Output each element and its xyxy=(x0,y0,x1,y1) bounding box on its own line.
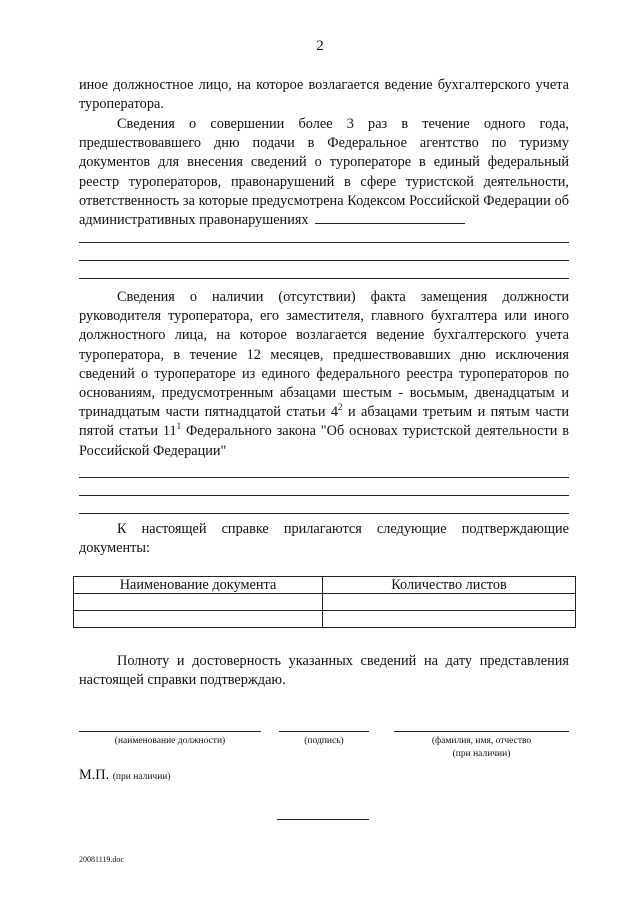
full-name-caption: (фамилия, имя, отчество xyxy=(431,736,532,746)
table-row xyxy=(74,611,576,628)
footer-filename: 20081119.doc xyxy=(79,855,124,864)
fill-line[interactable] xyxy=(79,278,569,279)
paragraph-position-text: Сведения о наличии (отсутствии) факта замещения должности руководителя туроператора, его заместителя, главного бухгалтера или иного должностного лица, на которое возлагается ведение бухгалтерского учета туроператора, в течение 12 месяцев, предшествовавших дню исключения сведений о туроператоре из единого федерального реестра туроператоров по основаниям, предусмотренным абзацами шестым - восьмым, двенадцатым и тринадцатым части пятнадцатой статьи 4 xyxy=(79,289,569,421)
fill-line[interactable] xyxy=(315,222,465,224)
fill-line[interactable] xyxy=(79,477,569,478)
paragraph-position-text-end: Федерального закона "Об основах туристской деятельности в Российской Федерации" xyxy=(79,423,569,459)
fill-line[interactable] xyxy=(79,242,569,243)
paragraph-position-info xyxy=(79,288,569,461)
superscript: 2 xyxy=(338,402,343,413)
column-header-sheet-count: Количество листов xyxy=(323,577,576,594)
table-header-row xyxy=(74,577,576,594)
paragraph-violations xyxy=(79,115,569,230)
bottom-line xyxy=(277,819,369,820)
page-number: 2 xyxy=(316,38,324,54)
documents-table xyxy=(73,576,576,628)
superscript: 1 xyxy=(176,421,182,432)
column-header-document-name: Наименование документа xyxy=(74,577,323,594)
paragraph-position-text-mid: и абзацами третьим и пятым части пятой статьи 11 xyxy=(79,404,569,440)
table-cell[interactable] xyxy=(74,611,323,628)
full-name-signature-line[interactable] xyxy=(394,731,569,732)
paragraph-attachments: К настоящей справке прилагаются следующие подтверждающие документы: xyxy=(79,521,569,557)
table-cell[interactable] xyxy=(323,594,576,611)
full-name-caption-note: (при наличии) xyxy=(452,749,511,759)
stamp-label: М.П. xyxy=(79,767,110,783)
paragraph-continuation: иное должностное лицо, на которое возлагается ведение бухгалтерского учета туроператора. xyxy=(79,77,569,113)
stamp-note: (при наличии) xyxy=(112,772,171,782)
paragraph-violations-text: Сведения о совершении более 3 раз в течение одного года, предшествовавшего дню подачи в Федеральное агентство по туризму документов для внесения сведений о туроператоре в единый федеральный реестр туроператоров, правонарушений в сфере туристской деятельности, ответственность за которые предусмотрена Кодексом Российской Федерации об административных правонарушениях xyxy=(79,116,569,229)
signature-line[interactable] xyxy=(279,731,369,732)
fill-line[interactable] xyxy=(79,513,569,514)
position-caption: (наименование должности) xyxy=(114,736,226,746)
table-row xyxy=(74,594,576,611)
table-cell[interactable] xyxy=(323,611,576,628)
paragraph-confirmation: Полноту и достоверность указанных сведений на дату представления настоящей справки подтверждаю. xyxy=(79,653,569,689)
stamp-placeholder xyxy=(79,767,171,784)
fill-line[interactable] xyxy=(79,260,569,261)
fill-line[interactable] xyxy=(79,495,569,496)
signature-caption: (подпись) xyxy=(304,736,344,746)
table-cell[interactable] xyxy=(74,594,323,611)
position-signature-line[interactable] xyxy=(79,731,261,732)
